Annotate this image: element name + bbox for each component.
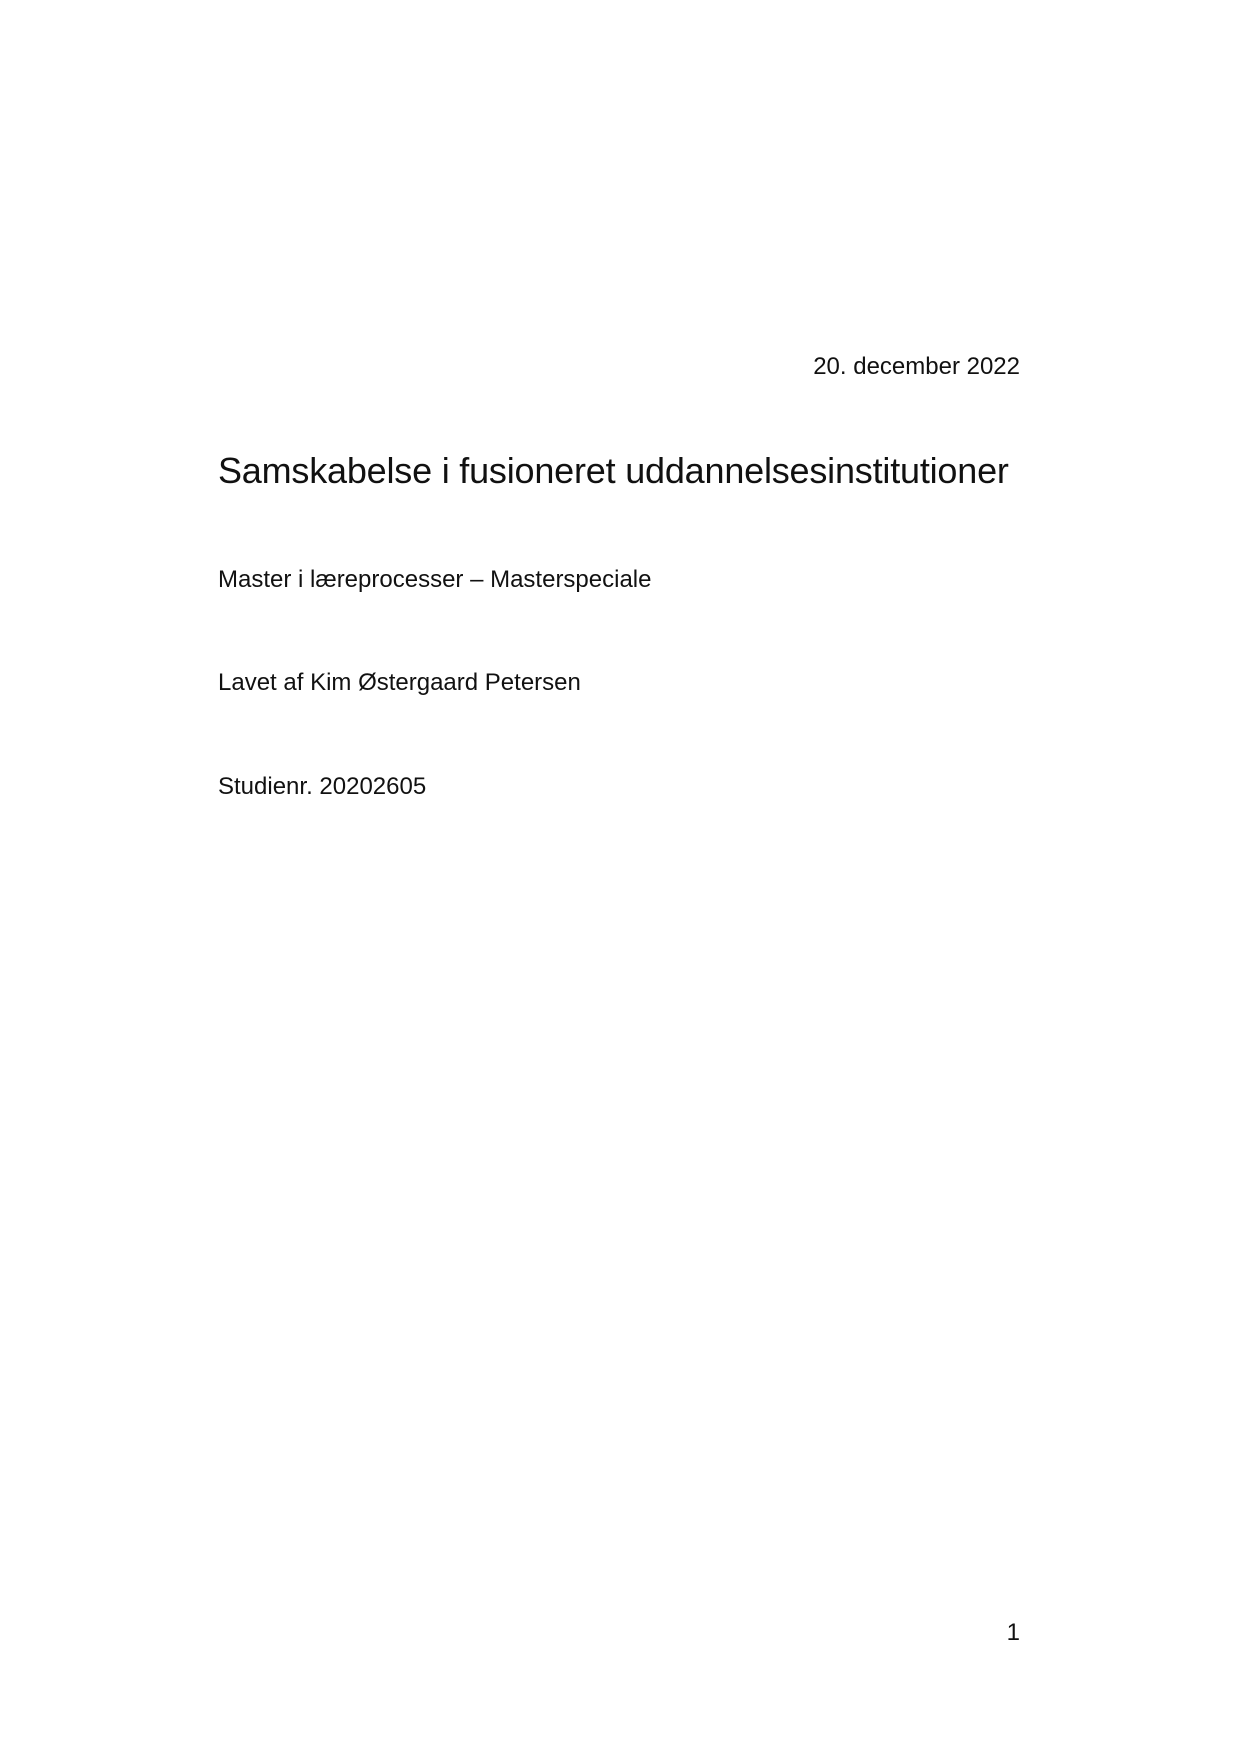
page-number: 1 xyxy=(1006,1619,1020,1646)
author-line: Lavet af Kim Østergaard Petersen xyxy=(218,669,581,696)
document-title: Samskabelse i fusioneret uddannelsesinstitutioner xyxy=(218,450,1009,491)
document-date: 20. december 2022 xyxy=(813,353,1020,380)
document-subtitle: Master i læreprocesser – Masterspeciale xyxy=(218,566,652,593)
student-number-line: Studienr. 20202605 xyxy=(218,773,427,800)
